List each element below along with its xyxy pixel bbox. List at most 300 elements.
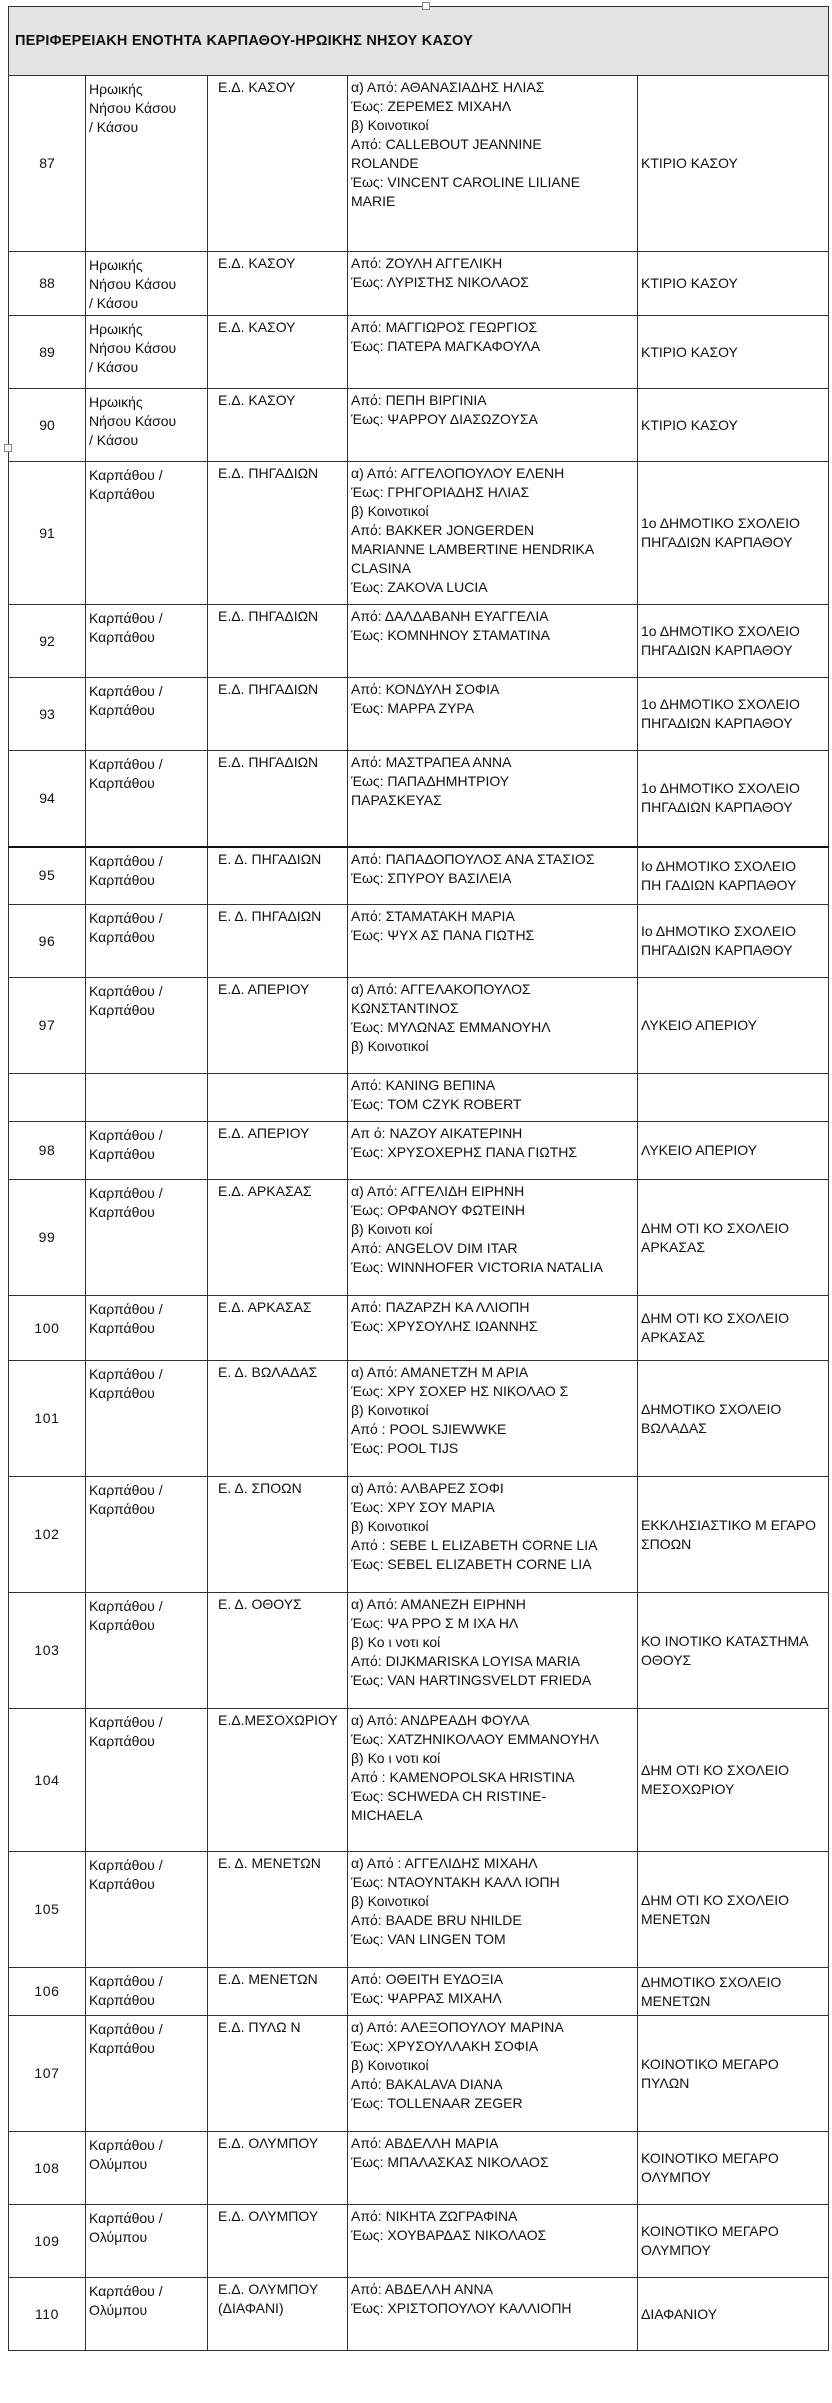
station-number: 103 bbox=[9, 1593, 86, 1709]
polling-place-cell bbox=[638, 605, 829, 678]
voter-range-line: Από: ANGELOV DIM ITAR bbox=[351, 1240, 518, 1256]
voter-range-line: MARIANNE LAMBERTINE HENDRIKA bbox=[351, 541, 595, 557]
electoral-unit: Ε. Δ. ΒΩΛΑΔΑΣ bbox=[208, 1361, 348, 1477]
voter-range-line: α) Από: ΑΝΔΡΕΑΔΗ ΦΟΥΛΑ bbox=[351, 1712, 530, 1728]
polling-place-line: 1ο ΔΗΜΟΤΙΚΟ ΣΧΟΛΕΙΟ bbox=[641, 696, 800, 712]
voter-range-line: Έως: ΧΡΥΣΟΧΕΡΗΣ ΠΑΝΑ ΓΙΩΤΗΣ bbox=[351, 1144, 578, 1160]
station-number: 104 bbox=[9, 1709, 86, 1852]
municipality-line: Καρπάθου / bbox=[89, 2021, 163, 2037]
voter-range-line: Έως: ΝΤΑΟΥΝΤΑΚΗ ΚΑΛΛ ΙΟΠΗ bbox=[351, 1874, 560, 1890]
municipality-line: Ολύμπου bbox=[89, 2302, 148, 2318]
voter-range-cell bbox=[348, 678, 638, 751]
voter-range-line: β) Κοινοτικοί bbox=[351, 1893, 429, 1909]
voter-range-line: α) Από: ΑΛΒΑΡΕΖ ΣΟΦΙ bbox=[351, 1480, 504, 1496]
municipality-line: Καρπάθου bbox=[89, 1876, 155, 1892]
polling-place-cell bbox=[638, 1361, 829, 1477]
municipality-line: Καρπάθου bbox=[89, 1733, 155, 1749]
voter-range-line: α) Από: ΑΘΑΝΑΣΙΑΔΗΣ ΗΛΙΑΣ bbox=[351, 79, 545, 95]
voter-range-line: Από: KANING ΒΕΠΙΝΑ bbox=[351, 1077, 496, 1093]
electoral-unit: Ε.Δ. ΠΗΓΑΔΙΩΝ bbox=[208, 605, 348, 678]
electoral-unit: Ε.Δ. ΟΛΥΜΠΟΥ bbox=[208, 2132, 348, 2205]
polling-place-cell bbox=[638, 252, 829, 316]
polling-place-line: ΚΟΙΝΟΤΙΚΟ ΜΕΓΑΡΟ bbox=[641, 2150, 779, 2166]
voter-range-line: Έως: VINCENT CAROLINE LILIANE bbox=[351, 174, 581, 190]
voter-range-cell bbox=[348, 1852, 638, 1968]
municipality-line: Καρπάθου / bbox=[89, 467, 163, 483]
municipality-line: Ηρωικής bbox=[89, 257, 143, 273]
municipality-line: Καρπάθου / bbox=[89, 1127, 163, 1143]
voter-range-cell bbox=[348, 389, 638, 462]
voter-range-cell bbox=[348, 751, 638, 847]
voter-range-line: β) Κο ι νοτι κοί bbox=[351, 1750, 441, 1766]
municipality-line: Καρπάθου / bbox=[89, 2137, 163, 2153]
polling-place-line: ΕΚΚΛΗΣΙΑΣΤΙΚΟ Μ ΕΓΑΡΟ bbox=[641, 1516, 817, 1533]
voter-range-cell bbox=[348, 2016, 638, 2132]
voter-range-line: Από: DIJKMARISKA LOYISA MARIA bbox=[351, 1653, 581, 1669]
municipality-line: Καρπάθου bbox=[89, 1501, 155, 1517]
municipality-line: Καρπάθου / bbox=[89, 1857, 163, 1873]
electoral-unit: Ε.Δ. ΑΠΕΡΙΟΥ bbox=[208, 978, 348, 1074]
electoral-unit: Ε.Δ. ΚΑΣΟΥ bbox=[208, 76, 348, 252]
polling-place-line: ΚΟΙΝΟΤΙΚΟ ΜΕΓΑΡΟ bbox=[641, 2223, 779, 2239]
municipality-cell bbox=[86, 462, 208, 605]
voter-range-line: Έως: ΣΠΥΡΟΥ ΒΑΣΙΛΕΙΑ bbox=[351, 869, 512, 886]
voter-range-line: β) Κοινοτικοί bbox=[351, 503, 429, 519]
station-number: 92 bbox=[9, 605, 86, 678]
document-page bbox=[8, 6, 828, 2351]
municipality-cell bbox=[86, 678, 208, 751]
station-number: 88 bbox=[9, 252, 86, 316]
electoral-unit: Ε.Δ. ΚΑΣΟΥ bbox=[208, 389, 348, 462]
region-title: ΠΕΡΙΦΕΡΕΙΑΚΗ ΕΝΟΤΗΤΑ ΚΑΡΠΑΘΟΥ-ΗΡΩΙΚΗΣ ΝΗΣΟΥ ΚΑΣΟΥ bbox=[9, 7, 829, 76]
voter-range-cell bbox=[348, 462, 638, 605]
voter-range-line: Έως: ΜΥΛΩΝΑΣ ΕΜΜΑΝΟΥΗΛ bbox=[351, 1019, 551, 1035]
voter-range-line: Απ ό: ΝΑΖΟΥ ΑΙΚΑΤΕΡΙΝΗ bbox=[351, 1125, 523, 1141]
voter-range-cell bbox=[348, 1074, 638, 1122]
municipality-line: Νήσου Κάσου bbox=[89, 276, 177, 292]
municipality-cell bbox=[86, 389, 208, 462]
municipality-line: Καρπάθου bbox=[89, 871, 155, 888]
municipality-cell bbox=[86, 847, 208, 905]
voter-range-line: Από: CALLEBOUT JEANNINE bbox=[351, 136, 542, 152]
voter-range-line: α) Από: ΑΛΕΞΟΠΟΥΛΟΥ ΜΑΡΙΝΑ bbox=[351, 2019, 564, 2035]
polling-place-cell bbox=[638, 1074, 829, 1122]
voter-range-line: MICHAELA bbox=[351, 1807, 423, 1823]
municipality-line: Καρπάθου / bbox=[89, 610, 163, 626]
polling-place-line: ΔΗΜ ΟΤΙ ΚΟ ΣΧΟΛΕΙΟ bbox=[641, 1762, 790, 1778]
polling-place-line: 1ο ΔΗΜΟΤΙΚΟ ΣΧΟΛΕΙΟ bbox=[641, 780, 800, 797]
voter-range-line: Έως: ΨΑ ΡΡΟ Σ Μ ΙΧΑ ΗΛ bbox=[351, 1615, 519, 1631]
polling-place-line: ΟΛΥΜΠΟΥ bbox=[641, 2242, 711, 2258]
voter-range-line: Έως: ΧΡΥΣΟΥΛΗΣ ΙΩΑΝΝΗΣ bbox=[351, 1318, 538, 1334]
polling-place-cell bbox=[638, 2205, 829, 2278]
municipality-line: Καρπάθου / bbox=[89, 1185, 163, 1201]
municipality-line: Καρπάθου bbox=[89, 702, 155, 718]
polling-place-cell bbox=[638, 1122, 829, 1180]
voter-range-line: Έως: ΜΠΑΛΑΣΚΑΣ ΝΙΚΟΛΑΟΣ bbox=[351, 2154, 549, 2170]
table-header-row bbox=[9, 7, 829, 76]
voter-range-line: Έως: POOL TIJS bbox=[351, 1440, 459, 1456]
voter-range-line: α) Από: ΑΓΓΕΛΟΠΟΥΛΟΥ ΕΛΕΝΗ bbox=[351, 465, 565, 481]
voter-range-line: Έως: ΠΑΤΕΡΑ ΜΑΓΚΑΦΟΥΛΑ bbox=[351, 338, 541, 354]
table-row bbox=[9, 1477, 829, 1593]
municipality-cell bbox=[86, 252, 208, 316]
station-number: 107 bbox=[9, 2016, 86, 2132]
municipality-line: Νήσου Κάσου bbox=[89, 100, 177, 116]
municipality-line: Καρπάθου / bbox=[89, 910, 163, 926]
municipality-line: Καρπάθου / bbox=[89, 1598, 163, 1614]
polling-place-cell bbox=[638, 1852, 829, 1968]
voter-range-line: β) Κοινοτικοί bbox=[351, 2057, 429, 2073]
polling-place-line: ΔΗΜ ΟΤΙ ΚΟ ΣΧΟΛΕΙΟ bbox=[641, 1310, 790, 1326]
table-row bbox=[9, 1296, 829, 1361]
voter-range-line: Από: ΔΑΛΔΑΒΑΝΗ ΕΥΑΓΓΕΛΙΑ bbox=[351, 608, 549, 624]
voter-range-cell bbox=[348, 1477, 638, 1593]
municipality-cell bbox=[86, 905, 208, 978]
table-row bbox=[9, 76, 829, 252]
station-number: 91 bbox=[9, 462, 86, 605]
table-row bbox=[9, 1852, 829, 1968]
table-row bbox=[9, 316, 829, 389]
voter-range-line: β) Κοινοτικοί bbox=[351, 117, 429, 133]
polling-place-cell bbox=[638, 462, 829, 605]
municipality-cell bbox=[86, 2278, 208, 2351]
polling-place-line: ΚΟΙΝΟΤΙΚΟ ΜΕΓΑΡΟ bbox=[641, 2055, 779, 2072]
voter-range-line: Έως: WINNHOFER VICTORIA NATALIA bbox=[351, 1259, 603, 1275]
electoral-unit: Ε. Δ. ΠΗΓΑΔΙΩΝ bbox=[208, 905, 348, 978]
municipality-cell bbox=[86, 1361, 208, 1477]
polling-place-line: ΠΗΓΑΔΙΩΝ ΚΑΡΠΑΘΟΥ bbox=[641, 799, 793, 816]
voter-range-line: Έως: SEBEL ELIZABETH CORNE LIA bbox=[351, 1556, 592, 1572]
polling-place-line: ΒΩΛΑΔΑΣ bbox=[641, 1419, 707, 1436]
voter-range-line: Έως: ΛΥΡΙΣΤΗΣ ΝΙΚΟΛΑΟΣ bbox=[351, 274, 529, 290]
voter-range-line: Έως: ΚΟΜΝΗΝΟΥ ΣΤΑΜΑΤΙΝΑ bbox=[351, 627, 550, 643]
table-row bbox=[9, 1122, 829, 1180]
voter-range-line: Έως: VAN HARTINGSVELDT FRIEDA bbox=[351, 1672, 592, 1688]
voter-range-line: Από : SEBE L ELIZABETH CORNE LIA bbox=[351, 1537, 598, 1553]
table-row bbox=[9, 2278, 829, 2351]
voter-range-line: β) Κοινοτικοί bbox=[351, 1402, 429, 1418]
voter-range-line: Έως: ΠΑΠΑΔΗΜΗΤΡΙΟΥ bbox=[351, 773, 510, 789]
polling-place-cell bbox=[638, 905, 829, 978]
municipality-line: Καρπάθου / bbox=[89, 852, 163, 869]
polling-place-line: ΔΗΜΟΤΙΚΟ ΣΧΟΛΕΙΟ bbox=[641, 1973, 782, 1990]
municipality-line: Καρπάθου / bbox=[89, 1482, 163, 1498]
polling-place-line: ΚΤΙΡΙΟ ΚΑΣΟΥ bbox=[641, 275, 738, 291]
polling-stations-table bbox=[8, 6, 829, 2351]
polling-place-line: ΔΙΑΦΑΝΙΟΥ bbox=[641, 2305, 718, 2322]
polling-place-cell bbox=[638, 2278, 829, 2351]
voter-range-line: α) Από : ΑΓΓΕΛΙΔΗΣ ΜΙΧΑΗΛ bbox=[351, 1855, 538, 1871]
table-row bbox=[9, 678, 829, 751]
voter-range-line: Από: ΚΟΝΔΥΛΗ ΣΟΦΙΑ bbox=[351, 681, 500, 697]
polling-place-line: ΟΛΥΜΠΟΥ bbox=[641, 2169, 711, 2185]
municipality-line: Καρπάθου bbox=[89, 629, 155, 645]
voter-range-cell bbox=[348, 905, 638, 978]
voter-range-line: ΚΩΝΣΤΑΝΤΙΝΟΣ bbox=[351, 1000, 459, 1016]
voter-range-line: Έως: ΜΑΡΡΑ ΖΥΡΑ bbox=[351, 700, 475, 716]
polling-place-line: ΑΡΚΑΣΑΣ bbox=[641, 1329, 705, 1345]
electoral-unit: Ε. Δ. ΟΘΟΥΣ bbox=[208, 1593, 348, 1709]
electoral-unit bbox=[208, 1074, 348, 1122]
voter-range-cell bbox=[348, 1361, 638, 1477]
voter-range-cell bbox=[348, 605, 638, 678]
voter-range-line: Από : KAMENOPOLSKA HRISTINA bbox=[351, 1769, 575, 1785]
polling-place-line: ΟΘΟΥΣ bbox=[641, 1651, 692, 1668]
polling-place-cell bbox=[638, 1180, 829, 1296]
station-number: 90 bbox=[9, 389, 86, 462]
voter-range-line: β) Κοινοτικοί bbox=[351, 1038, 429, 1054]
voter-range-cell bbox=[348, 1709, 638, 1852]
polling-place-line: ΑΡΚΑΣΑΣ bbox=[641, 1238, 705, 1255]
station-number: 110 bbox=[9, 2278, 86, 2351]
municipality-cell bbox=[86, 2205, 208, 2278]
polling-place-cell bbox=[638, 678, 829, 751]
polling-place-line: ΚΟ ΙΝΟΤΙΚΟ ΚΑΤΑΣΤΗΜΑ bbox=[641, 1632, 809, 1649]
table-row bbox=[9, 905, 829, 978]
table-row bbox=[9, 1180, 829, 1296]
table-row bbox=[9, 1074, 829, 1122]
voter-range-cell bbox=[348, 978, 638, 1074]
station-number: 108 bbox=[9, 2132, 86, 2205]
municipality-line: Ηρωικής bbox=[89, 81, 143, 97]
voter-range-line: Έως: ΟΡΦΑΝΟΥ ΦΩΤΕΙΝΗ bbox=[351, 1202, 525, 1218]
municipality-line: / Κάσου bbox=[89, 119, 139, 135]
polling-place-line: ΠΗ ΓΑΔΙΩΝ ΚΑΡΠΑΘΟΥ bbox=[641, 876, 797, 893]
voter-range-line: Από: BAKALAVA DIANA bbox=[351, 2076, 503, 2092]
table-row bbox=[9, 252, 829, 316]
table-resize-handle bbox=[4, 444, 12, 452]
polling-place-line: ΚΤΙΡΙΟ ΚΑΣΟΥ bbox=[641, 155, 738, 171]
station-number: 95 bbox=[9, 847, 86, 905]
polling-place-line: 1ο ΔΗΜΟΤΙΚΟ ΣΧΟΛΕΙΟ bbox=[641, 515, 800, 531]
municipality-line: Νήσου Κάσου bbox=[89, 413, 177, 429]
municipality-line: Καρπάθου bbox=[89, 1617, 155, 1633]
voter-range-line: Έως: ΨΥΧ ΑΣ ΠΑΝΑ ΓΙΩΤΗΣ bbox=[351, 927, 535, 943]
table-row bbox=[9, 847, 829, 905]
table-row bbox=[9, 2205, 829, 2278]
polling-place-cell bbox=[638, 847, 829, 905]
voter-range-line: MARIE bbox=[351, 193, 396, 209]
polling-place-cell bbox=[638, 1296, 829, 1361]
municipality-cell bbox=[86, 2132, 208, 2205]
voter-range-line: Από: ΖΟΥΛΗ ΑΓΓΕΛΙΚΗ bbox=[351, 255, 503, 271]
electoral-unit: Ε.Δ. ΑΡΚΑΣΑΣ bbox=[208, 1296, 348, 1361]
voter-range-line: Έως: ΧΑΤΖΗΝΙΚΟΛΑΟΥ ΕΜΜΑΝΟΥΗΛ bbox=[351, 1731, 599, 1747]
electoral-unit: Ε.Δ. ΑΠΕΡΙΟΥ bbox=[208, 1122, 348, 1180]
table-row bbox=[9, 751, 829, 847]
municipality-line: Ηρωικής bbox=[89, 394, 143, 410]
voter-range-line: ΠΑΡΑΣΚΕΥΑΣ bbox=[351, 792, 442, 808]
station-number: 93 bbox=[9, 678, 86, 751]
voter-range-cell bbox=[348, 252, 638, 316]
electoral-unit: Ε.Δ. ΠΥΛΩ Ν bbox=[208, 2016, 348, 2132]
station-number: 109 bbox=[9, 2205, 86, 2278]
municipality-cell bbox=[86, 76, 208, 252]
electoral-unit: Ε.Δ. ΜΕΝΕΤΩΝ bbox=[208, 1968, 348, 2016]
polling-place-cell bbox=[638, 389, 829, 462]
polling-place-line: ΜΕΝΕΤΩΝ bbox=[641, 1910, 711, 1927]
voter-range-line: Έως: ΧΡΥ ΣΟΥ ΜΑΡΙΑ bbox=[351, 1499, 495, 1515]
municipality-line: Καρπάθου / bbox=[89, 1366, 163, 1382]
polling-place-line: ΚΤΙΡΙΟ ΚΑΣΟΥ bbox=[641, 416, 738, 433]
voter-range-line: Από: ΣΤΑΜΑΤΑΚΗ ΜΑΡΙΑ bbox=[351, 908, 515, 924]
polling-place-line: ΚΤΙΡΙΟ ΚΑΣΟΥ bbox=[641, 343, 738, 360]
voter-range-line: β) Κο ι νοτι κοί bbox=[351, 1634, 441, 1650]
station-number: 89 bbox=[9, 316, 86, 389]
municipality-line: Καρπάθου / bbox=[89, 983, 163, 999]
polling-place-cell bbox=[638, 1709, 829, 1852]
station-number: 100 bbox=[9, 1296, 86, 1361]
table-row bbox=[9, 2016, 829, 2132]
voter-range-line: CLASINA bbox=[351, 560, 411, 576]
polling-place-line: ΔΗΜ ΟΤΙ ΚΟ ΣΧΟΛΕΙΟ bbox=[641, 1219, 790, 1236]
municipality-cell bbox=[86, 605, 208, 678]
voter-range-line: Από: ΜΑΓΓΙΩΡΟΣ ΓΕΩΡΓΙΟΣ bbox=[351, 319, 538, 335]
voter-range-line: Έως: ΧΡΥΣΟΥΛΛΑΚΗ ΣΟΦΙΑ bbox=[351, 2038, 539, 2054]
electoral-unit: Ε. Δ. ΣΠΟΩΝ bbox=[208, 1477, 348, 1593]
voter-range-cell bbox=[348, 1180, 638, 1296]
electoral-unit: Ε.Δ. ΠΗΓΑΔΙΩΝ bbox=[208, 462, 348, 605]
voter-range-line: Από: ΠΑΖΑΡΖΗ ΚΑ ΛΛΙΟΠΗ bbox=[351, 1299, 530, 1315]
municipality-cell bbox=[86, 1968, 208, 2016]
electoral-unit: Ε.Δ. ΠΗΓΑΔΙΩΝ bbox=[208, 678, 348, 751]
polling-place-cell bbox=[638, 1593, 829, 1709]
municipality-line: Καρπάθου / bbox=[89, 756, 163, 772]
table-row bbox=[9, 1361, 829, 1477]
municipality-line: Καρπάθου bbox=[89, 1204, 155, 1220]
municipality-line: Ολύμπου bbox=[89, 2229, 148, 2245]
municipality-cell bbox=[86, 978, 208, 1074]
voter-range-line: Από : POOL SJIEWWKE bbox=[351, 1421, 507, 1437]
electoral-unit: Ε.Δ. ΑΡΚΑΣΑΣ bbox=[208, 1180, 348, 1296]
municipality-line: Ολύμπου bbox=[89, 2156, 148, 2172]
station-number: 106 bbox=[9, 1968, 86, 2016]
station-number: 101 bbox=[9, 1361, 86, 1477]
voter-range-line: Έως: SCHWEDA CH RISTINE- bbox=[351, 1788, 547, 1804]
municipality-cell bbox=[86, 1122, 208, 1180]
polling-place-line: ΛΥΚΕΙΟ ΑΠΕΡΙΟΥ bbox=[641, 1142, 758, 1158]
municipality-line: Καρπάθου / bbox=[89, 683, 163, 699]
voter-range-line: Από: ΜΑΣΤΡΑΠΕΑ ΑΝΝΑ bbox=[351, 754, 512, 770]
voter-range-line: Από: BAKKER JONGERDEN bbox=[351, 522, 535, 538]
polling-place-line: ΠΥΛΩΝ bbox=[641, 2074, 690, 2091]
polling-place-line: 1ο ΔΗΜΟΤΙΚΟ ΣΧΟΛΕΙΟ bbox=[641, 623, 800, 639]
municipality-line: Καρπάθου bbox=[89, 1002, 155, 1018]
voter-range-cell bbox=[348, 1296, 638, 1361]
table-row bbox=[9, 2132, 829, 2205]
voter-range-line: Έως: VAN LINGEN TOM bbox=[351, 1931, 506, 1947]
municipality-cell bbox=[86, 1180, 208, 1296]
municipality-cell bbox=[86, 1709, 208, 1852]
polling-place-line: ΠΗΓΑΔΙΩΝ ΚΑΡΠΑΘΟΥ bbox=[641, 715, 793, 731]
voter-range-line: Έως: ΧΟΥΒΑΡΔΑΣ ΝΙΚΟΛΑΟΣ bbox=[351, 2227, 547, 2243]
voter-range-line: Από: ΟΘΕΙΤΗ ΕΥΔΟΞΙΑ bbox=[351, 1971, 504, 1987]
polling-place-line: ΛΥΚΕΙΟ ΑΠΕΡΙΟΥ bbox=[641, 1017, 758, 1033]
electoral-unit: Ε. Δ. ΜΕΝΕΤΩΝ bbox=[208, 1852, 348, 1968]
station-number: 94 bbox=[9, 751, 86, 847]
table-row bbox=[9, 1593, 829, 1709]
voter-range-line: Έως: ΨΑΡΡΑΣ ΜΙΧΑΗΛ bbox=[351, 1990, 502, 2006]
voter-range-line: Από: ΝΙΚΗΤΑ ΖΩΓΡΑΦΙΝΑ bbox=[351, 2208, 518, 2224]
voter-range-cell bbox=[348, 1968, 638, 2016]
municipality-cell bbox=[86, 1852, 208, 1968]
voter-range-line: ROLANDE bbox=[351, 155, 419, 171]
voter-range-line: Από: ΠΑΠΑΔΟΠΟΥΛΟΣ ΑΝΑ ΣΤΑΣΙΟΣ bbox=[351, 850, 595, 867]
municipality-line: / Κάσου bbox=[89, 295, 139, 311]
voter-range-line: Έως: TOM CZYK ROBERT bbox=[351, 1096, 522, 1112]
polling-place-cell bbox=[638, 1968, 829, 2016]
electoral-unit: Ε.Δ. ΟΛΥΜΠΟΥ bbox=[208, 2205, 348, 2278]
table-row bbox=[9, 978, 829, 1074]
voter-range-line: β) Κοινοτικοί bbox=[351, 1518, 429, 1534]
station-number: 99 bbox=[9, 1180, 86, 1296]
table-row bbox=[9, 462, 829, 605]
municipality-cell bbox=[86, 1296, 208, 1361]
polling-place-line: ΜΕΝΕΤΩΝ bbox=[641, 1992, 711, 2009]
table-row bbox=[9, 1968, 829, 2016]
municipality-cell bbox=[86, 1477, 208, 1593]
municipality-line: Καρπάθου bbox=[89, 2040, 155, 2056]
voter-range-cell bbox=[348, 2132, 638, 2205]
voter-range-line: Έως: ΓΡΗΓΟΡΙΑΔΗΣ ΗΛΙΑΣ bbox=[351, 484, 530, 500]
table-row bbox=[9, 389, 829, 462]
municipality-cell bbox=[86, 1593, 208, 1709]
polling-place-line: Ιο ΔΗΜΟΤΙΚΟ ΣΧΟΛΕΙΟ bbox=[641, 923, 797, 939]
station-number: 98 bbox=[9, 1122, 86, 1180]
station-number: 87 bbox=[9, 76, 86, 252]
station-number: 97 bbox=[9, 978, 86, 1074]
electoral-unit: Ε. Δ. ΠΗΓΑΔΙΩΝ bbox=[208, 847, 348, 905]
voter-range-cell bbox=[348, 76, 638, 252]
station-number: 96 bbox=[9, 905, 86, 978]
polling-place-line: ΔΗΜ ΟΤΙ ΚΟ ΣΧΟΛΕΙΟ bbox=[641, 1891, 790, 1908]
municipality-line: Καρπάθου / bbox=[89, 1301, 163, 1317]
polling-place-line: ΠΗΓΑΔΙΩΝ ΚΑΡΠΑΘΟΥ bbox=[641, 942, 793, 958]
municipality-line: Καρπάθου bbox=[89, 1992, 155, 2008]
municipality-cell bbox=[86, 2016, 208, 2132]
voter-range-cell bbox=[348, 2205, 638, 2278]
municipality-line: Καρπάθου bbox=[89, 775, 155, 791]
municipality-cell bbox=[86, 316, 208, 389]
voter-range-cell bbox=[348, 2278, 638, 2351]
station-number: 102 bbox=[9, 1477, 86, 1593]
polling-place-cell bbox=[638, 978, 829, 1074]
municipality-line: Καρπάθου bbox=[89, 1146, 155, 1162]
voter-range-cell bbox=[348, 1593, 638, 1709]
voter-range-cell bbox=[348, 847, 638, 905]
voter-range-line: Από: ΠΕΠΗ ΒΙΡΓΙΝΙΑ bbox=[351, 392, 487, 408]
polling-place-cell bbox=[638, 316, 829, 389]
polling-place-cell bbox=[638, 751, 829, 847]
polling-place-line: ΠΗΓΑΔΙΩΝ ΚΑΡΠΑΘΟΥ bbox=[641, 534, 793, 550]
station-number: 105 bbox=[9, 1852, 86, 1968]
municipality-line: Ηρωικής bbox=[89, 321, 143, 337]
voter-range-line: Έως: ΧΡΙΣΤΟΠΟΥΛΟΥ ΚΑΛΛΙΟΠΗ bbox=[351, 2300, 572, 2316]
municipality-line: Καρπάθου bbox=[89, 1320, 155, 1336]
voter-range-line: Έως: ZAKOVA LUCIA bbox=[351, 579, 488, 595]
municipality-line: Καρπάθου / bbox=[89, 2283, 163, 2299]
voter-range-line: Από: ΑΒΔΕΛΛΗ ΑΝΝΑ bbox=[351, 2281, 493, 2297]
polling-place-cell bbox=[638, 2016, 829, 2132]
voter-range-line: Έως: ΨΑΡΡΟΥ ΔΙΑΣΩΖΟΥΣΑ bbox=[351, 411, 538, 427]
polling-place-line: ΔΗΜΟΤΙΚΟ ΣΧΟΛΕΙΟ bbox=[641, 1400, 782, 1417]
voter-range-line: Έως: ΖΕΡΕΜΕΣ ΜΙΧΑΗΛ bbox=[351, 98, 512, 114]
polling-place-cell bbox=[638, 2132, 829, 2205]
electoral-unit: Ε.Δ. ΚΑΣΟΥ bbox=[208, 252, 348, 316]
voter-range-line: β) Κοινοτι κοί bbox=[351, 1221, 433, 1237]
municipality-cell bbox=[86, 751, 208, 847]
